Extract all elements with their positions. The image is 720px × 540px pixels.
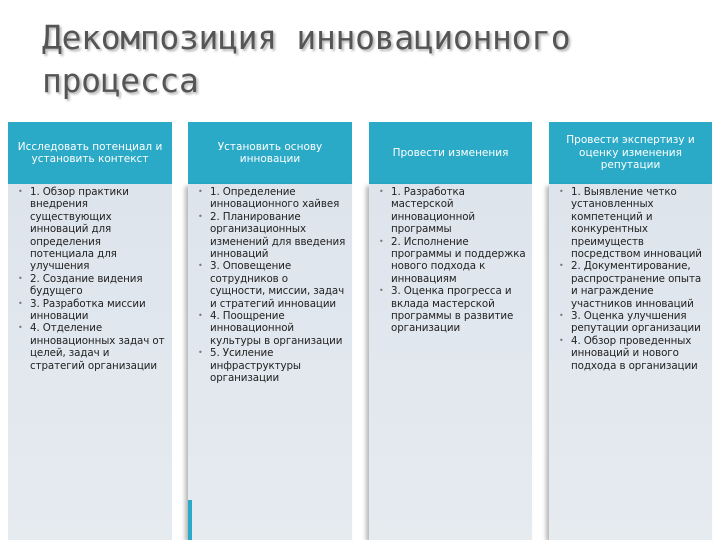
stage-header-4: [549, 122, 712, 184]
stage-body-2: [188, 184, 352, 540]
list-item: • 1. Разработка мастерской инновационной программы: [379, 186, 526, 236]
stage-column-2: [188, 122, 352, 540]
stage-list-3: [379, 186, 526, 335]
list-item: • 2. Планирование организационных изменений для введения инноваций: [198, 211, 346, 261]
list-item: • 5. Усиление инфраструктуры организации: [198, 347, 346, 384]
list-item: • 3. Оповещение сотрудников о сущности, миссии, задач и стратегий инновации: [198, 260, 346, 310]
stage-list-1: [18, 186, 166, 372]
stage-column-3: [369, 122, 532, 540]
stage-list-2: [198, 186, 346, 385]
list-item: • 3. Оценка прогресса и вклада мастерской программы в развитие организации: [379, 285, 526, 335]
stage-body-4: [549, 184, 712, 540]
stage-header-2-text: Установить основу инновации: [217, 140, 323, 165]
slide-title-line1: Декомпозиция инновационного: [42, 18, 571, 57]
stage-column-1: [8, 122, 172, 540]
slide-title-line2: процесса: [42, 61, 199, 100]
list-item: • 2. Создание видения будущего: [18, 273, 166, 298]
accent-bar: [188, 500, 192, 540]
stage-body-1: [8, 184, 172, 540]
list-item: • 4. Поощрение инновационной культуры в организации: [198, 310, 346, 347]
list-item: • 2. Документирование, распространение опыта и награждение участников инноваций: [559, 260, 706, 310]
list-item: • 4. Отделение инновационных задач от целей, задач и стратегий организации: [18, 322, 166, 372]
list-item: • 2. Исполнение программы и поддержка нового подхода к инновациям: [379, 236, 526, 286]
list-item: • 1. Определение инновационного хайвея: [198, 186, 346, 211]
list-item: • 4. Обзор проведенных инноваций и нового подхода в организации: [559, 335, 706, 372]
list-item: • 1. Обзор практики внедрения существующих инноваций для определения потенциала для улучшения: [18, 186, 166, 273]
stage-header-1-text: Исследовать потенциал и установить контекст: [17, 140, 163, 165]
stage-header-4-text: Провести экспертизу и оценку изменения репутации: [566, 134, 695, 172]
list-item: • 3. Оценка улучшения репутации организации: [559, 310, 706, 335]
stage-list-4: [559, 186, 706, 372]
stage-header-3: [369, 122, 532, 184]
stage-header-3-text: Провести изменения: [392, 146, 509, 159]
stage-header-2: [188, 122, 352, 184]
stage-header-1: [8, 122, 172, 184]
slide-title: [42, 16, 702, 102]
list-item: • 3. Разработка миссии инновации: [18, 298, 166, 323]
stage-body-3: [369, 184, 532, 540]
stage-column-4: [549, 122, 712, 540]
list-item: • 1. Выявление четко установленных компетенций и конкурентных преимуществ посредством инноваций: [559, 186, 706, 260]
